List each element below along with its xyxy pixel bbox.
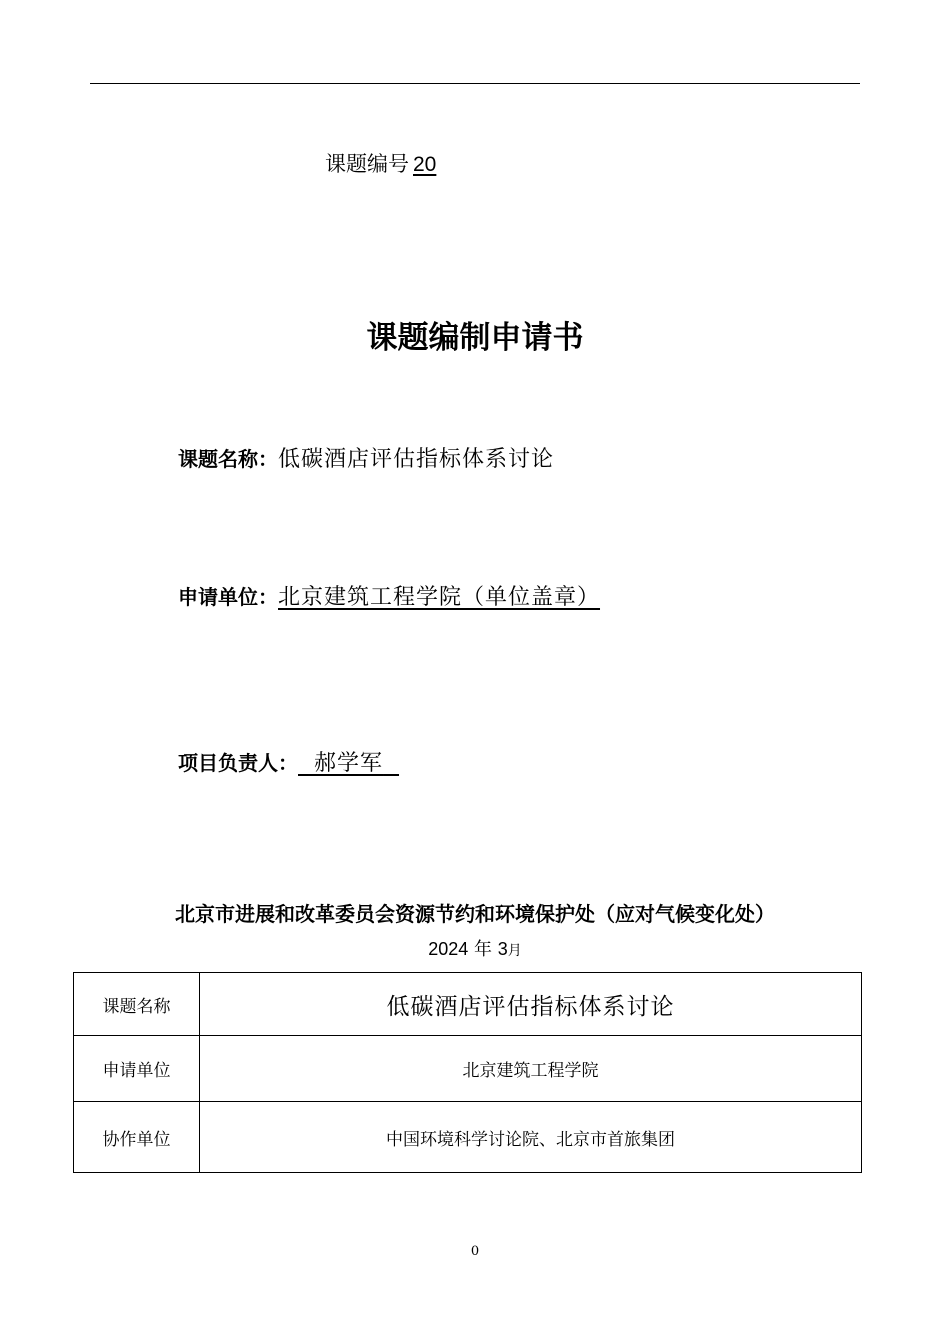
document-date bbox=[0, 935, 950, 961]
table-cell-value: 北京建筑工程学院 bbox=[200, 1036, 862, 1102]
date-month-unit: 月 bbox=[507, 943, 522, 959]
header-rule bbox=[90, 83, 860, 84]
date-year: 2024 bbox=[428, 939, 469, 959]
field-topic-name-label: 课题名称： bbox=[178, 447, 278, 471]
field-project-leader bbox=[178, 746, 399, 777]
table-cell-value: 低碳酒店评估指标体系讨论 bbox=[200, 973, 862, 1036]
field-topic-name bbox=[178, 442, 554, 473]
field-applicant-unit-value: 北京建筑工程学院（单位盖章） bbox=[278, 585, 601, 610]
table-row bbox=[74, 1036, 862, 1102]
date-month: 3 bbox=[497, 939, 508, 959]
organization-name: 北京市进展和改革委员会资源节约和环境保护处（应对气候变化处） bbox=[175, 902, 775, 926]
field-applicant-unit-label: 申请单位： bbox=[178, 585, 278, 609]
table-cell-value: 中国环境科学讨论院、北京市首旅集团 bbox=[200, 1102, 862, 1173]
table-row bbox=[74, 973, 862, 1036]
topic-number-label: 课题编号 bbox=[325, 152, 409, 176]
table-cell-key: 协作单位 bbox=[74, 1102, 200, 1173]
date-year-unit: 年 bbox=[474, 939, 493, 960]
topic-number-value: 20 bbox=[413, 153, 437, 176]
info-table bbox=[73, 972, 862, 1173]
project-leader-name: 郝学军 bbox=[314, 751, 384, 776]
table-row bbox=[74, 1102, 862, 1173]
page-number: 0 bbox=[470, 1244, 480, 1259]
document-title: 课题编制申请书 bbox=[366, 320, 584, 356]
table-cell-key: 申请单位 bbox=[74, 1036, 200, 1102]
field-topic-name-value: 低碳酒店评估指标体系讨论 bbox=[278, 447, 555, 472]
field-applicant-unit bbox=[178, 580, 600, 611]
field-project-leader-label: 项目负责人： bbox=[178, 751, 298, 775]
table-cell-key: 课题名称 bbox=[74, 973, 200, 1036]
field-project-leader-value bbox=[298, 751, 399, 776]
topic-number bbox=[325, 148, 436, 178]
